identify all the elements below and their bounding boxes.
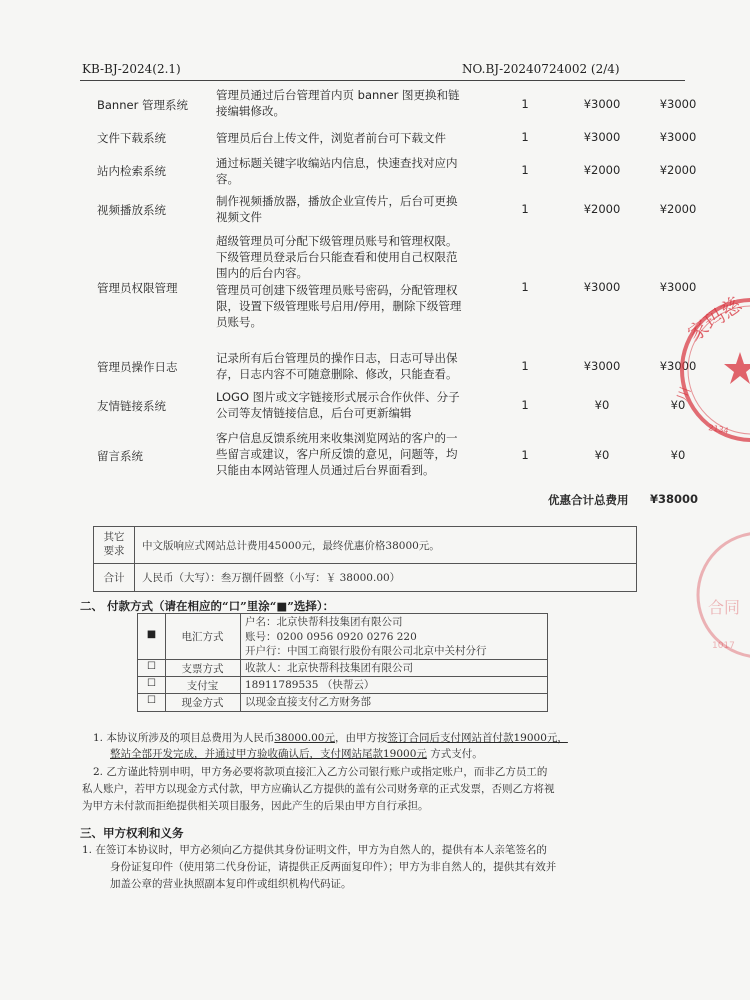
description-line: 视频文件 <box>216 210 262 225</box>
feature-total: ¥3000 <box>659 359 697 373</box>
feature-description <box>216 130 506 146</box>
description-line: 公司等友情链接信息，后台可更新编辑 <box>216 406 412 421</box>
feature-unit-price: ¥2000 <box>583 202 621 216</box>
feature-total: ¥2000 <box>659 202 697 216</box>
detail-line: 户名：北京快帮科技集团有限公司 <box>245 616 403 628</box>
description-line: 围内的后台内容。 <box>216 266 308 281</box>
other-requirements-value: 中文版响应式网站总计费用45000元，最终优惠价格38000元。 <box>142 540 440 552</box>
description-line: 管理员通过后台管理首内页 banner 图更换和链 <box>216 88 460 102</box>
svg-text:合同: 合同 <box>708 598 741 617</box>
description-line: 客户信息反馈系统用来收集浏览网站的客户的一 <box>216 431 458 445</box>
section3-heading: 三、甲方权利和义务 <box>80 826 184 840</box>
detail-line: 账号：0200 0956 0920 0276 220 <box>245 630 417 643</box>
description-line: 存，日志内容不可随意删除、修改，只能查看。 <box>216 367 458 382</box>
alipay-label: 支付宝 <box>186 680 219 692</box>
clause-amount: 38000.00元 <box>274 732 335 744</box>
alipay-details: 18911789535 （快帮云） <box>245 679 375 691</box>
feature-qty: 1 <box>521 448 529 462</box>
feature-qty: 1 <box>521 202 529 216</box>
document-code: KB-BJ-2024(2.1) <box>82 62 181 76</box>
feature-unit-price: ¥3000 <box>583 359 621 373</box>
payment-clause-2-line: 私人账户，若甲方以现金方式付款，甲方应确认乙方提供的盖有公司财务章的正式发票，否则乙方将视 <box>82 783 555 795</box>
other-requirements-label <box>94 530 134 558</box>
detail-line: 开户行：中国工商银行股份有限公司北京中关村分行 <box>245 645 487 657</box>
feature-description <box>216 87 506 119</box>
svg-text:家玛慈: 家玛慈 <box>683 292 747 347</box>
clause-text: 1. 本协议所涉及的项目总费用为人民币 <box>93 732 275 744</box>
feature-qty: 1 <box>521 97 529 111</box>
clause-term: 整站全部开发完成，并通过甲方验收确认后，支付网站尾款19000元 <box>110 748 427 760</box>
payment-heading: 二、 付款方式（请在相应的“口”里涂“■”选择）： <box>80 599 335 613</box>
description-line: 记录所有后台管理员的操作日志，日志可导出保 <box>216 351 458 365</box>
feature-total: ¥3000 <box>659 97 697 111</box>
feature-total: ¥3000 <box>659 130 697 144</box>
check-payment-details: 收款人：北京快帮科技集团有限公司 <box>245 662 413 674</box>
clause-text: 方式支付。 <box>426 748 483 760</box>
cash-checkbox[interactable]: ☐ <box>147 695 156 706</box>
description-line: 容。 <box>216 172 239 187</box>
table-divider <box>138 676 547 677</box>
description-line: LOGO 图片或文字链接形式展示合作伙伴、分子 <box>216 390 460 404</box>
header-divider <box>80 80 685 81</box>
feature-qty: 1 <box>521 280 529 294</box>
description-line: 下级管理员登录后台只能查看和使用自己权限范 <box>216 250 458 265</box>
cash-label: 现金方式 <box>181 697 224 709</box>
feature-name: 站内检索系统 <box>97 164 166 178</box>
description-line: 管理员后台上传文件，浏览者前台可下载文件 <box>216 131 446 145</box>
feature-unit-price: ¥0 <box>594 398 610 412</box>
summary-label: 优惠合计总费用 <box>548 493 629 507</box>
total-value: 人民币（大写）：叁万捌仟圆整（小写：￥ 38000.00） <box>142 572 401 584</box>
feature-total: ¥3000 <box>659 280 697 294</box>
feature-qty: 1 <box>521 359 529 373</box>
payment-clause-1 <box>93 730 568 745</box>
feature-total: ¥0 <box>670 448 686 462</box>
totals-table <box>93 526 637 592</box>
payment-methods-table <box>137 613 548 712</box>
feature-unit-price: ¥2000 <box>583 163 621 177</box>
feature-qty: 1 <box>521 163 529 177</box>
clause-text: ，由甲方按 <box>334 732 388 744</box>
table-divider <box>134 527 135 591</box>
feature-description <box>216 193 506 225</box>
description-line: 接编辑修改。 <box>216 104 285 119</box>
feature-description <box>216 430 506 479</box>
payment-clause-2-line: 为甲方未付款而拒绝提供相关项目服务，因此产生的后果由甲方自行承担。 <box>82 800 429 812</box>
cash-details: 以现金直接支付乙方财务部 <box>245 696 371 708</box>
description-line: 管理员可创建下级管理员账号密码，分配管理权 <box>216 282 458 297</box>
feature-description <box>216 233 506 330</box>
feature-qty: 1 <box>521 398 529 412</box>
label-line: 其它 <box>103 531 125 543</box>
description-line: 只能由本网站管理人员通过后台界面看到。 <box>216 463 435 478</box>
section3-line: 身份证复印件（使用第二代身份证，请提供正反两面复印件）；甲方为非自然人的，提供其有效并 <box>110 861 557 873</box>
feature-description <box>216 155 506 187</box>
wire-transfer-details <box>245 615 487 659</box>
svg-text:2134: 2134 <box>707 423 730 436</box>
feature-name: 视频播放系统 <box>97 203 166 217</box>
svg-text:川: 川 <box>674 384 695 404</box>
feature-name: 管理员操作日志 <box>97 360 178 374</box>
section3-line: 1. 在签订本协议时，甲方必须向乙方提供其身份证明文件，甲方为自然人的，提供有本人亲笔签名的 <box>82 844 547 856</box>
feature-total: ¥0 <box>670 398 686 412</box>
payment-clause-1-cont <box>110 746 483 761</box>
total-label: 合计 <box>103 572 125 584</box>
feature-total: ¥2000 <box>659 163 697 177</box>
svg-text:1017: 1017 <box>712 641 735 651</box>
table-divider <box>240 614 241 711</box>
wire-transfer-label: 电汇方式 <box>181 631 224 643</box>
table-divider <box>138 659 547 660</box>
feature-unit-price: ¥0 <box>594 448 610 462</box>
feature-name: 友情链接系统 <box>97 399 166 413</box>
feature-unit-price: ¥3000 <box>583 130 621 144</box>
description-line: 通过标题关键字收编站内信息，快速查找对应内 <box>216 156 458 170</box>
feature-qty: 1 <box>521 130 529 144</box>
contract-seal <box>690 520 750 670</box>
payment-clause-2-line: 2. 乙方谨此特别申明，甲方务必要将款项直接汇入乙方公司银行账户或指定账户，而非乙方员工的 <box>93 766 548 778</box>
feature-description <box>216 350 506 382</box>
check-payment-checkbox[interactable]: ☐ <box>147 661 156 672</box>
alipay-checkbox[interactable]: ☐ <box>147 678 156 689</box>
feature-unit-price: ¥3000 <box>583 97 621 111</box>
company-seal <box>660 290 750 450</box>
feature-description <box>216 389 506 421</box>
description-line: 制作视频播放器，播放企业宣传片，后台可更换 <box>216 194 458 208</box>
description-line: 员账号。 <box>216 315 262 330</box>
section3-line: 加盖公章的营业执照副本复印件或组织机构代码证。 <box>110 878 352 890</box>
wire-transfer-checkbox[interactable]: ■ <box>146 629 157 640</box>
table-divider <box>138 693 547 694</box>
feature-name: 文件下载系统 <box>97 131 166 145</box>
feature-name: Banner 管理系统 <box>97 98 188 112</box>
clause-term: 签订合同后支付网站首付款19000元， <box>387 732 568 744</box>
summary-value: ¥38000 <box>650 492 699 506</box>
feature-name: 留言系统 <box>97 449 143 463</box>
description-line: 超级管理员可分配下级管理员账号和管理权限。 <box>216 234 458 248</box>
description-line: 限，设置下级管理账号启用/停用，删除下级管理 <box>216 298 462 313</box>
description-line: 些留言或建议，客户所反馈的意见，问题等，均 <box>216 447 458 462</box>
label-line: 要求 <box>103 545 125 557</box>
table-divider <box>94 563 636 564</box>
check-payment-label: 支票方式 <box>181 663 224 675</box>
feature-name: 管理员权限管理 <box>97 281 178 295</box>
feature-unit-price: ¥3000 <box>583 280 621 294</box>
document-number: NO.BJ-20240724002 (2/4) <box>462 62 620 76</box>
